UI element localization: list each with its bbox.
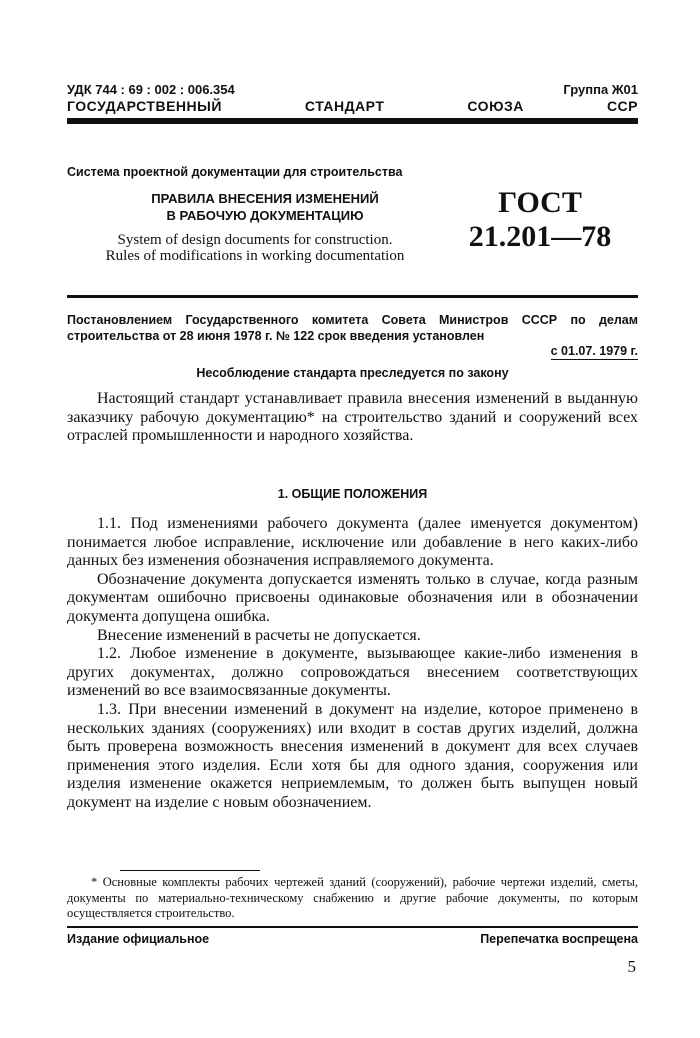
english-title-line-1: System of design documents for construction.: [117, 232, 393, 248]
intro-text: Настоящий стандарт устанавливает правила внесения изменений в выданную заказчику рабочую документацию* на строительство зданий и сооружений всех отраслей промышленности и народного хозяйства.: [67, 390, 638, 445]
paragraph-1-3: 1.3. При внесении изменений в документ на изделие, которое применено в нескольких зданиях (сооружениях) или входит в состав других изделий, должна быть проверена возможность внесения изменений в документ для всех случаев применения этого изделия. Если хотя бы для одного здания, сооружения или изделия изменение окажется неприемлемым, то должен быть выпущен новый документ на изделие с новым обозначением.: [67, 700, 638, 811]
intro-paragraph: [67, 390, 638, 446]
footer-rule: [67, 926, 638, 928]
group-code: Группа Ж01: [563, 82, 638, 97]
gost-designation: [465, 186, 615, 254]
page-number: 5: [627, 957, 636, 976]
gost-number: 21.201—78: [468, 220, 612, 253]
paragraph-calculations: Внесение изменений в расчеты не допускается.: [97, 626, 421, 644]
udk-code: УДК 744 : 69 : 002 : 006.354: [67, 82, 235, 97]
gost-label: ГОСТ: [498, 186, 582, 219]
edition-label: Издание официальное: [67, 932, 210, 946]
title-line-2: В РАБОЧУЮ ДОКУМЕНТАЦИЮ: [166, 208, 364, 223]
paragraph-designation: Обозначение документа допускается изменять только в случае, когда разным документам ошибочно присвоены одинаковые обозначения или в обозначении документа допущена ошибка.: [67, 570, 638, 625]
effective-date: с 01.07. 1979 г.: [550, 344, 638, 358]
title-rule: [67, 295, 638, 298]
footnote: [67, 875, 638, 922]
body-text: [67, 515, 638, 813]
document-title: [140, 190, 390, 224]
state-standard-heading: ГОСУДАРСТВЕННЫЙ СТАНДАРТ СОЮЗА ССР: [67, 98, 638, 114]
footnote-text: * Основные комплекты рабочих чертежей зданий (сооружений), рабочие чертежи изделий, сметы, документы по материально-техническому снабжению и другие рабочие документы, по которым осуществляется строительство.: [67, 875, 638, 920]
paragraph-1-2: 1.2. Любое изменение в документе, вызывающее какие-либо изменения в других документах, должно сопровождаться внесением соответствующих изменений во все взаимосвязанные документы.: [67, 645, 638, 700]
law-notice: Несоблюдение стандарта преследуется по закону: [196, 366, 509, 380]
section-title: 1. ОБЩИЕ ПОЛОЖЕНИЯ: [277, 487, 428, 501]
header-rule: [67, 118, 638, 124]
reprint-notice: Перепечатка воспрещена: [480, 932, 638, 946]
decree-text: Постановлением Государственного комитета Совета Министров СССР по делам строительства от 28 июня 1978 г. № 122 срок введения установлен: [67, 313, 638, 343]
title-line-1: ПРАВИЛА ВНЕСЕНИЯ ИЗМЕНЕНИЙ: [151, 191, 379, 206]
english-title-line-2: Rules of modifications in working documentation: [105, 248, 405, 264]
paragraph-1-1: 1.1. Под изменениями рабочего документа (далее именуется документом) понимается любое исправление, исключение или добавление в него каких-либо данных без изменения обозначения исправляемого документа.: [67, 515, 638, 570]
footnote-rule: [120, 870, 260, 871]
english-title: [70, 232, 440, 264]
system-name: Система проектной документации для строительства: [67, 165, 403, 179]
